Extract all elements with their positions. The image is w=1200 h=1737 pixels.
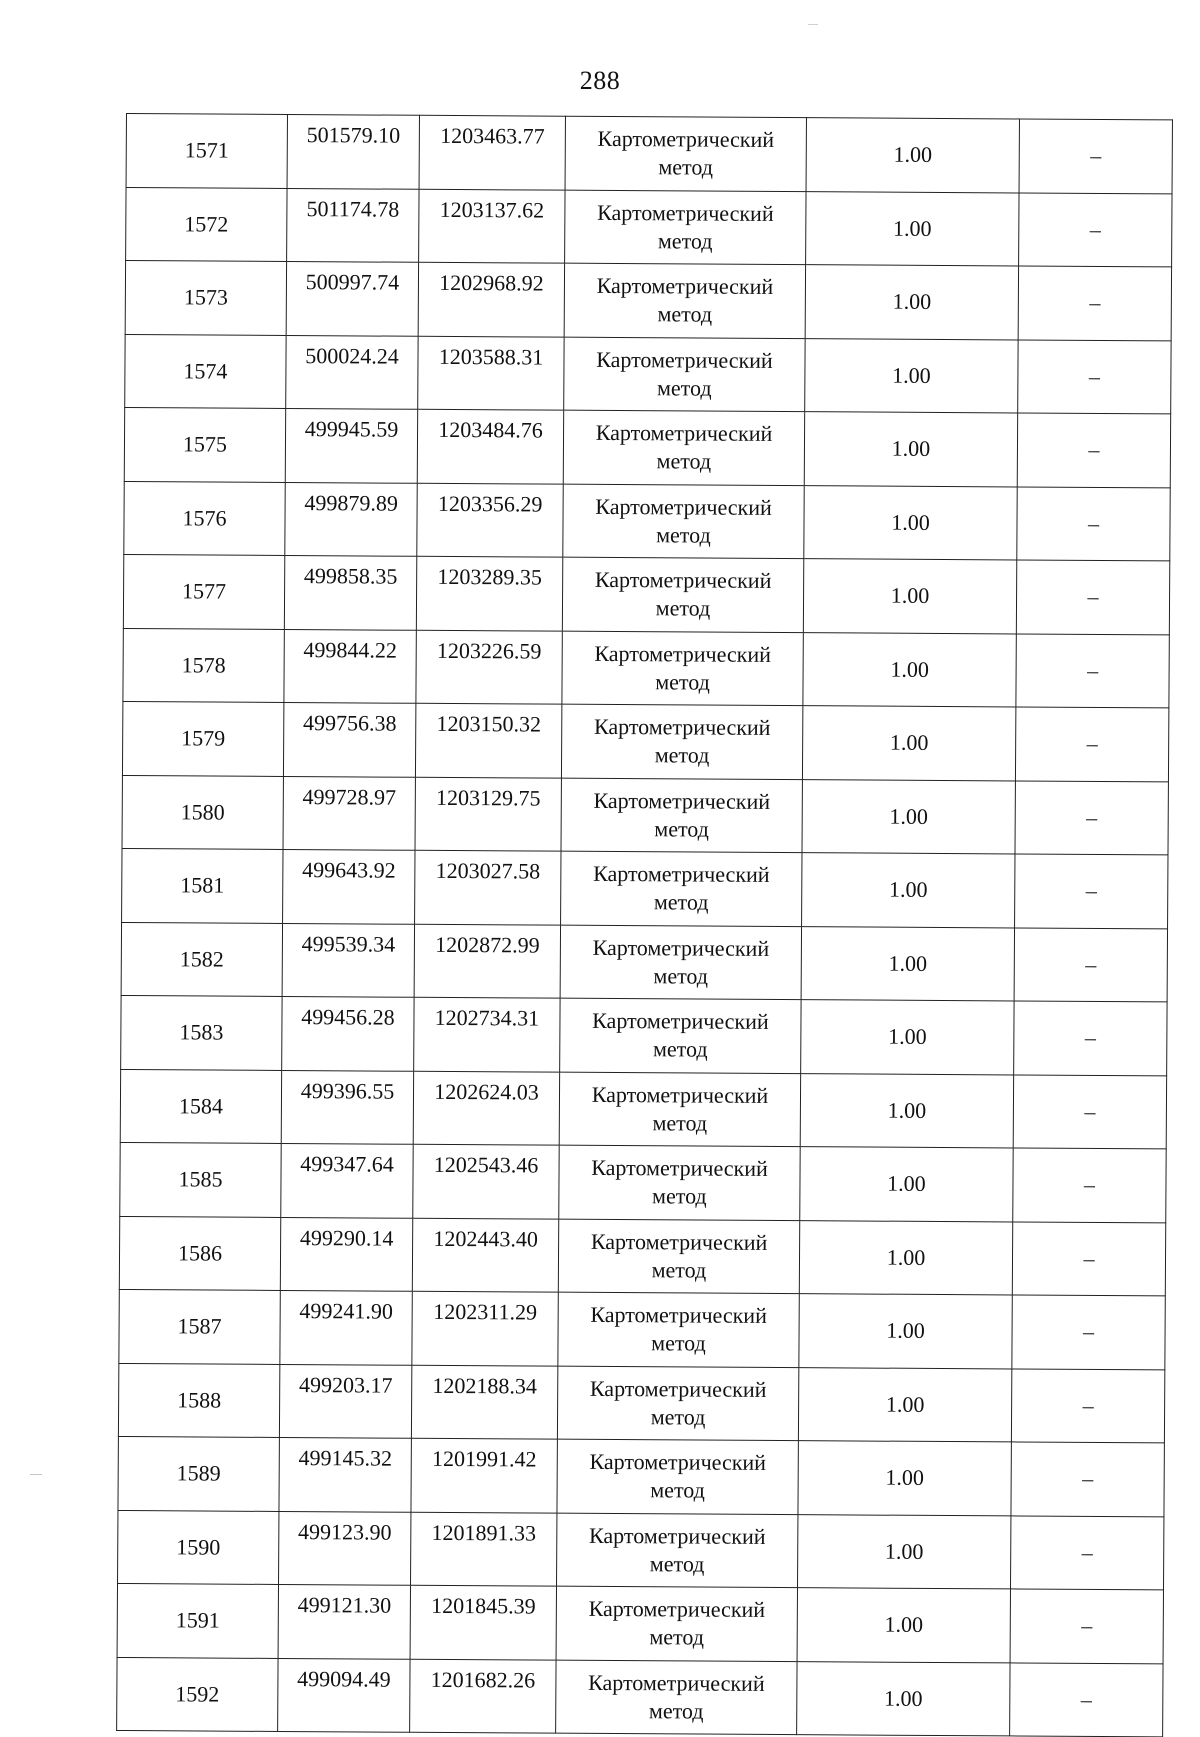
method-cell: [563, 484, 804, 559]
y-coordinate-cell: [412, 1218, 558, 1292]
table-row: [126, 114, 1172, 194]
page-number: 288: [579, 66, 621, 95]
note-text: –: [1086, 731, 1098, 757]
method-text: Картометрический метод: [591, 1081, 769, 1136]
method-text: Картометрический метод: [595, 420, 773, 474]
method-text: Картометрический метод: [589, 1449, 767, 1503]
method-text: Картометрический метод: [594, 640, 772, 695]
y-coordinate-text: 1201991.42: [431, 1445, 537, 1472]
x-coordinate-cell: [287, 114, 419, 188]
x-coordinate-cell: [283, 849, 415, 923]
table-row: [120, 1142, 1166, 1222]
y-coordinate-text: 1202188.34: [432, 1372, 538, 1399]
coordinates-table: [116, 113, 1173, 1737]
accuracy-text: 1.00: [891, 509, 930, 535]
note-text: –: [1082, 1319, 1095, 1345]
x-coordinate-cell: [278, 1658, 410, 1732]
point-number-cell: [121, 995, 282, 1069]
table-row: [118, 1363, 1164, 1443]
point-number-cell: [117, 1583, 278, 1657]
accuracy-cell: [804, 485, 1017, 560]
note-text: –: [1082, 1392, 1094, 1418]
y-coordinate-text: 1201845.39: [431, 1592, 536, 1619]
y-coordinate-text: 1202311.29: [433, 1298, 538, 1325]
x-coordinate-text: 499756.38: [302, 710, 397, 736]
point-number-text: 1582: [179, 946, 224, 972]
accuracy-text: 1.00: [885, 1464, 925, 1491]
note-cell: [1013, 1148, 1166, 1222]
x-coordinate-text: 499539.34: [301, 930, 396, 957]
x-coordinate-text: 499945.59: [304, 416, 399, 442]
point-number-text: 1585: [178, 1166, 223, 1192]
x-coordinate-text: 499347.64: [300, 1151, 394, 1177]
note-cell: [1010, 1589, 1163, 1663]
y-coordinate-cell: [418, 262, 564, 336]
note-cell: [1015, 780, 1168, 854]
point-number-cell: [126, 187, 287, 261]
point-number-text: 1579: [181, 725, 226, 751]
method-text: Картометрический метод: [592, 1008, 769, 1062]
note-text: –: [1087, 510, 1100, 536]
method-text: Картометрический метод: [597, 126, 775, 180]
y-coordinate-cell: [416, 630, 562, 704]
x-coordinate-text: 501174.78: [306, 195, 400, 222]
y-coordinate-cell: [411, 1512, 557, 1586]
method-text: Картометрический метод: [588, 1669, 765, 1724]
point-number-text: 1576: [182, 505, 227, 531]
table-row: [126, 187, 1172, 267]
accuracy-cell: [803, 559, 1016, 634]
y-coordinate-text: 1202443.40: [433, 1225, 538, 1252]
point-number-cell: [126, 114, 287, 188]
x-coordinate-text: 501579.10: [306, 122, 401, 148]
accuracy-cell: [802, 779, 1015, 854]
method-cell: [562, 631, 803, 706]
method-text: Картометрический метод: [590, 1302, 767, 1356]
x-coordinate-cell: [279, 1511, 411, 1585]
accuracy-cell: [806, 191, 1019, 266]
note-text: –: [1087, 657, 1099, 683]
point-number-text: 1589: [176, 1460, 221, 1486]
note-cell: [1014, 927, 1167, 1001]
method-cell: [561, 851, 802, 926]
y-coordinate-cell: [417, 409, 563, 483]
point-number-cell: [122, 775, 283, 849]
x-coordinate-cell: [287, 188, 419, 262]
note-cell: [1019, 192, 1172, 266]
note-text: –: [1090, 143, 1102, 169]
accuracy-text: 1.00: [884, 1538, 924, 1564]
x-coordinate-text: 499123.90: [298, 1518, 392, 1545]
x-coordinate-cell: [281, 1143, 413, 1217]
accuracy-text: 1.00: [893, 141, 933, 168]
method-text: Картометрический метод: [596, 273, 774, 327]
point-number-text: 1574: [183, 358, 228, 384]
point-number-cell: [123, 628, 284, 702]
x-coordinate-cell: [278, 1584, 410, 1658]
note-cell: [1018, 266, 1171, 340]
x-coordinate-text: 499844.22: [303, 636, 398, 663]
y-coordinate-cell: [415, 703, 561, 777]
table-row: [119, 1216, 1165, 1296]
point-number-text: 1587: [177, 1313, 222, 1339]
method-text: Картометрический метод: [593, 787, 771, 842]
y-coordinate-text: 1203226.59: [436, 637, 542, 664]
x-coordinate-cell: [280, 1290, 412, 1364]
accuracy-cell: [802, 853, 1015, 928]
x-coordinate-text: 499879.89: [304, 489, 398, 516]
y-coordinate-text: 1202872.99: [435, 931, 540, 958]
x-coordinate-text: 500024.24: [305, 342, 399, 369]
y-coordinate-cell: [415, 777, 561, 851]
point-number-text: 1590: [176, 1534, 221, 1560]
y-coordinate-text: 1203356.29: [437, 490, 543, 517]
method-cell: [560, 998, 801, 1073]
table-row: [117, 1583, 1163, 1663]
method-cell: [557, 1513, 798, 1588]
y-coordinate-cell: [417, 483, 563, 557]
note-cell: [1015, 854, 1168, 928]
method-text: Картометрический метод: [593, 714, 771, 768]
note-cell: [1015, 707, 1168, 781]
x-coordinate-cell: [279, 1437, 411, 1511]
point-number-text: 1577: [182, 578, 227, 604]
x-coordinate-cell: [282, 923, 414, 997]
note-text: –: [1082, 1466, 1094, 1492]
y-coordinate-text: 1201682.26: [430, 1666, 536, 1693]
x-coordinate-cell: [283, 776, 415, 850]
accuracy-cell: [800, 1073, 1013, 1148]
method-text: Картометрический метод: [595, 493, 772, 548]
coordinates-table-body: [117, 114, 1173, 1737]
point-number-cell: [124, 481, 285, 555]
accuracy-cell: [798, 1367, 1011, 1442]
note-cell: [1012, 1295, 1165, 1369]
accuracy-cell: [801, 1000, 1014, 1075]
method-cell: [559, 1072, 800, 1147]
point-number-text: 1591: [175, 1607, 220, 1633]
method-cell: [557, 1439, 798, 1514]
accuracy-text: 1.00: [888, 876, 928, 903]
accuracy-cell: [799, 1294, 1012, 1369]
accuracy-text: 1.00: [889, 803, 929, 829]
method-cell: [557, 1366, 798, 1441]
y-coordinate-cell: [411, 1438, 557, 1512]
point-number-text: 1581: [180, 872, 225, 898]
table-row: [118, 1436, 1164, 1516]
y-coordinate-text: 1203484.76: [438, 416, 543, 443]
y-coordinate-cell: [416, 556, 562, 630]
note-cell: [1018, 339, 1171, 413]
y-coordinate-text: 1203150.32: [436, 710, 542, 737]
point-number-cell: [119, 1289, 280, 1363]
accuracy-text: 1.00: [887, 1170, 926, 1197]
table-row: [125, 261, 1171, 341]
method-cell: [556, 1586, 797, 1661]
x-coordinate-text: 499858.35: [303, 563, 398, 589]
accuracy-cell: [805, 338, 1018, 413]
table-row: [122, 775, 1168, 855]
accuracy-cell: [799, 1220, 1012, 1295]
accuracy-cell: [803, 632, 1016, 707]
note-text: –: [1085, 878, 1097, 904]
accuracy-cell: [805, 265, 1018, 340]
method-cell: [558, 1292, 799, 1367]
method-cell: [564, 263, 805, 338]
accuracy-text: 1.00: [890, 582, 930, 609]
point-number-text: 1572: [184, 211, 229, 237]
accuracy-text: 1.00: [887, 1097, 927, 1123]
note-cell: [1016, 633, 1169, 707]
point-number-text: 1575: [182, 431, 228, 457]
accuracy-text: 1.00: [886, 1317, 925, 1344]
note-text: –: [1081, 1539, 1093, 1565]
accuracy-text: 1.00: [892, 362, 931, 388]
accuracy-cell: [798, 1441, 1011, 1516]
note-text: –: [1083, 1245, 1095, 1271]
table-row: [124, 407, 1170, 487]
method-cell: [561, 778, 802, 853]
point-number-cell: [120, 1142, 281, 1216]
table-row: [121, 922, 1167, 1002]
note-text: –: [1086, 804, 1098, 830]
note-text: –: [1084, 1098, 1096, 1124]
x-coordinate-cell: [280, 1217, 412, 1291]
x-coordinate-cell: [284, 555, 416, 629]
point-number-cell: [118, 1510, 279, 1584]
method-text: Картометрический метод: [592, 934, 770, 989]
method-cell: [565, 190, 806, 265]
y-coordinate-cell: [412, 1291, 558, 1365]
accuracy-cell: [801, 926, 1014, 1001]
note-cell: [1017, 486, 1170, 560]
y-coordinate-text: 1203027.58: [435, 857, 541, 884]
y-coordinate-text: 1203137.62: [439, 196, 545, 223]
table-row: [121, 995, 1167, 1075]
method-cell: [556, 1660, 797, 1735]
x-coordinate-cell: [282, 996, 414, 1070]
point-number-text: 1588: [177, 1387, 222, 1413]
x-coordinate-text: 499094.49: [297, 1665, 391, 1692]
accuracy-cell: [802, 706, 1015, 781]
method-text: Картометрический метод: [593, 861, 770, 915]
accuracy-cell: [797, 1661, 1010, 1736]
y-coordinate-text: 1203289.35: [437, 563, 542, 590]
note-text: –: [1089, 290, 1101, 316]
x-coordinate-cell: [285, 482, 417, 556]
accuracy-text: 1.00: [888, 1023, 927, 1050]
y-coordinate-text: 1202968.92: [439, 269, 544, 296]
accuracy-cell: [806, 118, 1019, 193]
note-text: –: [1089, 216, 1101, 242]
method-text: Картометрический метод: [590, 1228, 768, 1283]
note-text: –: [1083, 1172, 1096, 1198]
note-text: –: [1088, 363, 1100, 389]
x-coordinate-cell: [279, 1364, 411, 1438]
table-row: [120, 1069, 1166, 1149]
x-coordinate-text: 499203.17: [298, 1371, 393, 1398]
method-cell: [564, 337, 805, 412]
note-cell: [1013, 1074, 1166, 1148]
accuracy-cell: [800, 1147, 1013, 1222]
accuracy-text: 1.00: [892, 288, 932, 315]
point-number-cell: [121, 922, 282, 996]
scan-margin-mark: [808, 24, 818, 25]
accuracy-text: 1.00: [886, 1244, 926, 1270]
table-row: [125, 334, 1171, 414]
method-text: Картометрический метод: [589, 1375, 767, 1430]
accuracy-text: 1.00: [888, 950, 928, 976]
method-cell: [563, 410, 804, 485]
point-number-cell: [122, 701, 283, 775]
accuracy-cell: [798, 1514, 1011, 1589]
table-row: [123, 628, 1169, 708]
note-cell: [1012, 1221, 1165, 1295]
accuracy-text: 1.00: [884, 1611, 924, 1638]
table-row: [124, 481, 1170, 561]
x-coordinate-cell: [283, 702, 415, 776]
point-number-text: 1573: [183, 284, 228, 310]
point-number-text: 1580: [180, 799, 225, 825]
point-number-cell: [117, 1657, 278, 1731]
y-coordinate-text: 1201891.33: [431, 1519, 537, 1546]
method-cell: [559, 1145, 800, 1220]
method-cell: [565, 116, 806, 191]
note-text: –: [1088, 437, 1100, 463]
method-cell: [561, 704, 802, 779]
accuracy-text: 1.00: [891, 435, 931, 462]
method-text: Картометрический метод: [596, 346, 773, 401]
y-coordinate-cell: [410, 1659, 556, 1733]
x-coordinate-text: 499643.92: [302, 857, 396, 883]
y-coordinate-text: 1203463.77: [440, 122, 545, 149]
y-coordinate-text: 1203588.31: [438, 343, 544, 370]
y-coordinate-cell: [415, 850, 561, 924]
point-number-cell: [123, 554, 284, 628]
x-coordinate-text: 499456.28: [301, 1004, 395, 1030]
point-number-cell: [125, 334, 286, 408]
x-coordinate-text: 500997.74: [305, 269, 400, 295]
y-coordinate-cell: [414, 997, 560, 1071]
y-coordinate-cell: [419, 189, 565, 263]
x-coordinate-cell: [286, 335, 418, 409]
accuracy-text: 1.00: [889, 729, 929, 756]
point-number-cell: [119, 1216, 280, 1290]
method-text: Картометрический метод: [588, 1596, 766, 1650]
table-row: [122, 701, 1168, 781]
y-coordinate-text: 1202543.46: [433, 1151, 539, 1178]
scan-margin-mark: [30, 1474, 42, 1475]
method-cell: [562, 557, 803, 632]
note-text: –: [1080, 1686, 1092, 1712]
accuracy-text: 1.00: [884, 1685, 923, 1711]
y-coordinate-text: 1202624.03: [434, 1078, 539, 1105]
x-coordinate-text: 499145.32: [298, 1445, 393, 1471]
note-cell: [1016, 560, 1169, 634]
x-coordinate-cell: [286, 261, 418, 335]
method-text: Картометрический метод: [597, 199, 774, 254]
note-cell: [1011, 1442, 1164, 1516]
point-number-cell: [124, 407, 285, 481]
y-coordinate-cell: [413, 1071, 559, 1145]
point-number-cell: [118, 1436, 279, 1510]
note-cell: [1011, 1368, 1164, 1442]
x-coordinate-text: 499728.97: [302, 783, 397, 810]
point-number-cell: [120, 1069, 281, 1143]
note-text: –: [1084, 1025, 1096, 1051]
point-number-text: 1583: [179, 1019, 224, 1045]
method-cell: [560, 925, 801, 1000]
method-cell: [558, 1219, 799, 1294]
point-number-text: 1571: [184, 137, 229, 163]
y-coordinate-cell: [413, 1144, 559, 1218]
note-cell: [1014, 1001, 1167, 1075]
point-number-text: 1578: [181, 652, 226, 678]
point-number-text: 1586: [177, 1240, 223, 1266]
y-coordinate-cell: [414, 924, 560, 998]
y-coordinate-cell: [418, 336, 564, 410]
x-coordinate-text: 499396.55: [300, 1077, 395, 1104]
accuracy-cell: [804, 412, 1017, 487]
y-coordinate-cell: [410, 1585, 556, 1659]
method-text: Картометрический метод: [591, 1155, 768, 1209]
method-text: Картометрический метод: [588, 1522, 766, 1577]
y-coordinate-text: 1203129.75: [436, 784, 541, 811]
coordinates-table-sheet: [116, 113, 1166, 1737]
x-coordinate-text: 499121.30: [297, 1592, 392, 1618]
note-cell: [1010, 1662, 1163, 1736]
point-number-text: 1592: [175, 1681, 220, 1707]
x-coordinate-text: 499241.90: [299, 1298, 394, 1324]
x-coordinate-cell: [285, 408, 417, 482]
note-text: –: [1087, 584, 1099, 610]
note-cell: [1011, 1515, 1164, 1589]
table-row: [119, 1289, 1165, 1369]
accuracy-text: 1.00: [892, 215, 932, 241]
point-number-cell: [118, 1363, 279, 1437]
note-cell: [1017, 413, 1170, 487]
y-coordinate-text: 1202734.31: [434, 1004, 540, 1031]
y-coordinate-cell: [419, 115, 565, 189]
x-coordinate-cell: [281, 1070, 413, 1144]
point-number-cell: [125, 261, 286, 335]
accuracy-cell: [797, 1588, 1010, 1663]
table-row: [123, 554, 1169, 634]
x-coordinate-cell: [284, 629, 416, 703]
y-coordinate-cell: [411, 1365, 557, 1439]
accuracy-text: 1.00: [890, 656, 929, 682]
note-text: –: [1085, 951, 1097, 977]
point-number-text: 1584: [178, 1093, 224, 1119]
method-text: Картометрический метод: [594, 567, 772, 621]
point-number-cell: [122, 848, 283, 922]
table-row: [118, 1510, 1164, 1590]
x-coordinate-text: 499290.14: [299, 1224, 394, 1251]
accuracy-text: 1.00: [885, 1391, 925, 1417]
table-row: [122, 848, 1168, 928]
note-cell: [1019, 119, 1172, 193]
note-text: –: [1081, 1613, 1093, 1639]
